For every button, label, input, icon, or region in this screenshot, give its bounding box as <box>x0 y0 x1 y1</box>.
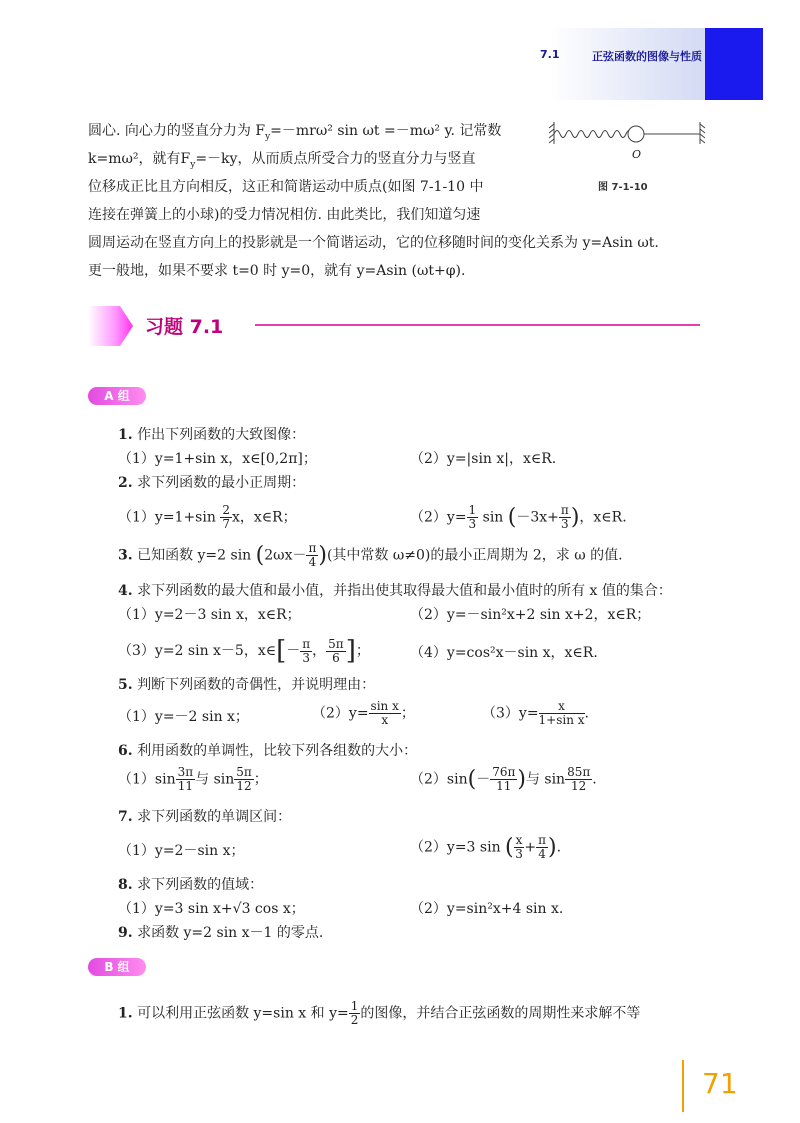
intro-line-6: 更一般地，如果不要求 t=0 时 y=0，就有 y=Asin (ωt+φ). <box>88 263 466 279</box>
problem-8-part-2: （2）y=sin²x+4 sin x. <box>410 901 564 917</box>
problem-1: 1. 作出下列函数的大致图像： <box>118 427 306 443</box>
problem-8: 8. 求下列函数的值域： <box>118 877 264 893</box>
problem-4-part-1: （1）y=2－3 sin x，x∈R； <box>118 607 301 623</box>
problem-5-part-3: （3）y= $\frac{x}{\text{1+sin x}}$ . <box>482 699 589 727</box>
group-b-tag: B 组 <box>88 958 146 976</box>
problem-6: 6. 利用函数的单调性，比较下列各组数的大小： <box>118 743 418 759</box>
problem-2-part-2: （2）y= $\frac{1}{3}$ sin (－3x+ $\frac{\pi}{3}$ )，x∈R. <box>410 503 627 531</box>
figure-caption: 图 7-1-10 <box>598 182 648 193</box>
problem-1-part-1: （1）y=1+sin x，x∈[0,2π]； <box>118 451 317 467</box>
header-section-title: 正弦函数的图像与性质 <box>592 50 702 63</box>
problem-3: 3. 已知函数 y=2 sin (2ωx－ $\frac{\pi}{4}$ )(其中常数 ω≠0)的最小正周期为 2，求 ω 的值. <box>118 541 623 569</box>
header-blue-block <box>705 28 763 100</box>
problem-2: 2. 求下列函数的最小正周期： <box>118 475 306 491</box>
problem-9: 9. 求函数 y=2 sin x－1 的零点. <box>118 925 324 941</box>
page-number-rule <box>682 1060 684 1112</box>
group-a-tag: A 组 <box>88 387 146 405</box>
problem-4-part-4: （4）y=cos²x－sin x，x∈R. <box>410 645 598 661</box>
problem-1-part-2: （2）y=|sin x|，x∈R. <box>410 451 557 467</box>
header-section-number: 7.1 <box>540 48 560 61</box>
problem-7-part-2: （2）y=3 sin ( $\frac{x}{3}$ + $\frac{\pi}{4}$ ). <box>410 833 562 861</box>
problem-7-part-1: （1）y=2－sin x； <box>118 843 245 859</box>
problem-6-part-2: （2）sin(－ $\frac{76\pi}{11}$ )与 sin $\frac{85\pi}{12}$ . <box>410 765 597 793</box>
figure-point-label: O <box>632 148 642 161</box>
intro-line-1: 圆心. 向心力的竖直分力为 $F_y=-mr\omega^2$ sin ωt =－mω² y. 记常数 <box>88 123 502 142</box>
intro-line-4: 连接在弹簧上的小球)的受力情况相仿. 由此类比，我们知道匀速 <box>88 207 481 223</box>
intro-line-2: k=mω²，就有$F_y=-ky$，从而质点所受合力的竖直分力与竖直 <box>88 151 476 170</box>
problem-b-1: 1. 可以利用正弦函数 y=sin x 和 y= $\frac{1}{2}$ 的图像，并结合正弦函数的周期性来求解不等 <box>118 999 641 1027</box>
page-number: 71 <box>702 1067 738 1100</box>
section-title-rule <box>255 324 700 326</box>
spring-mass-figure <box>548 118 710 168</box>
problem-4-part-3: （3）y=2 sin x－5，x∈[－ $\frac{\pi}{3}$ ， $\frac{5\pi}{6}$ ]； <box>118 636 370 666</box>
intro-line-5: 圆周运动在竖直方向上的投影就是一个简谐运动，它的位移随时间的变化关系为 y=Asin ωt. <box>88 235 659 251</box>
problem-4-part-2: （2）y=－sin²x+2 sin x+2，x∈R； <box>410 607 651 623</box>
problem-5-part-2: （2）y= $\frac{\text{sin x}}{x}$ ； <box>312 699 415 727</box>
section-title: 习题 7.1 <box>145 316 224 338</box>
problem-8-part-1: （1）y=3 sin x+√3 cos x； <box>118 901 305 917</box>
problem-2-part-1: （1）y=1+sin $\frac{2}{7}$ x，x∈R； <box>118 503 297 531</box>
problem-5-part-1: （1）y=－2 sin x； <box>118 709 249 725</box>
intro-line-3: 位移成正比且方向相反，这正和简谐运动中质点(如图 7-1-10 中 <box>88 179 484 195</box>
problem-5: 5. 判断下列函数的奇偶性，并说明理由： <box>118 677 376 693</box>
problem-6-part-1: （1）sin $\frac{3\pi}{11}$ 与 sin $\frac{5\pi}{12}$ ； <box>118 765 268 793</box>
problem-4: 4. 求下列函数的最大值和最小值，并指出使其取得最大值和最小值时的所有 x 值的集合： <box>118 583 672 599</box>
problem-7: 7. 求下列函数的单调区间： <box>118 809 292 825</box>
